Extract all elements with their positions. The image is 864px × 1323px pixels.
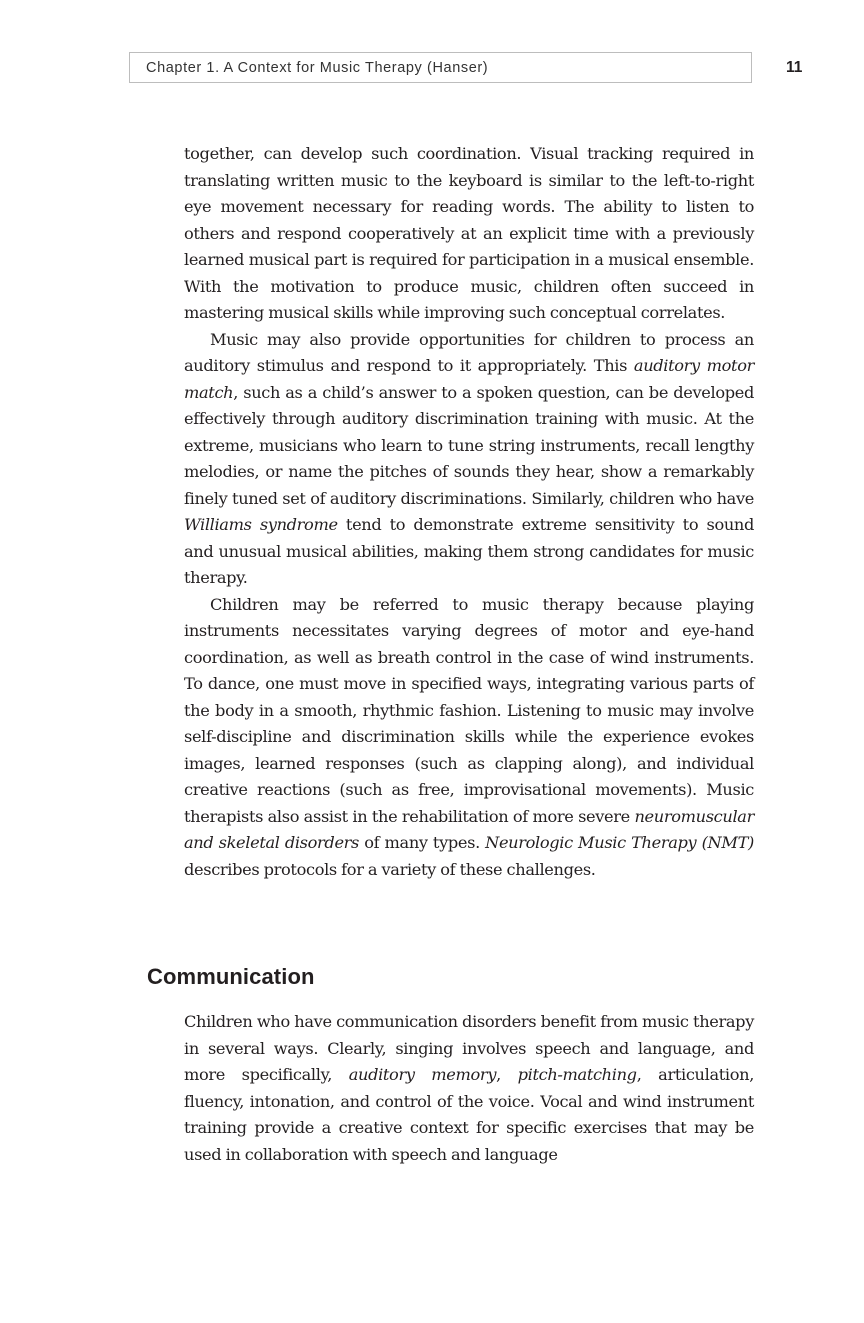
running-head	[129, 52, 752, 83]
paragraph-3-text-2: of many types.	[359, 833, 486, 852]
paragraph-4-text-3: , articulation, fluency, intonation, and control of the voice. Vocal and wind instrument training provide a creative context for specific exercises that may be used in collaboration with speech and language	[184, 1065, 754, 1164]
section-body-text	[184, 1009, 754, 1168]
paragraph-4	[184, 1009, 754, 1168]
paragraph-3-text-3: describes protocols for a variety of these challenges.	[184, 859, 596, 879]
paragraph-2-text-3: tend to demonstrate extreme sensitivity to sound and unusual musical abilities, making them strong candidates for music therapy.	[184, 515, 754, 587]
paragraph-2	[184, 327, 754, 592]
page-number: 11	[786, 59, 803, 76]
paragraph-3-text-1: Children may be referred to music therapy because playing instruments necessitates varying degrees of motor and eye-hand coordination, as well as breath control in the case of wind instruments. To dance, one must move in specified ways, integrating various parts of the body in a smooth, rhythmic fashion. Listening to music may involve self-discipline and discrimination skills while the experience evokes images, learned responses (such as clapping along), and individual creative reactions (such as free, improvisational movements). Music therapists also assist in the rehabilitation of more severe	[184, 594, 754, 826]
paragraph-4-text-2: ,	[496, 1065, 518, 1084]
italic-term-williams-syndrome: Williams syndrome	[184, 515, 338, 534]
section-heading: Communication	[147, 964, 315, 989]
paragraph-1-text: together, can develop such coordination. Visual tracking required in translating written music to the keyboard is similar to the left-to-right eye movement necessary for reading words. The ability to listen to others and respond cooperatively at an explicit time with a previously learned musical part is required for participation in a musical ensemble. With the motivation to produce music, children often succeed in mastering musical skills while improving such conceptual correlates.	[184, 144, 754, 322]
italic-term-neuromuscular-skeletal: neuromuscular and skeletal disorders	[184, 806, 754, 852]
paragraph-1	[184, 141, 754, 327]
italic-term-nmt: Neurologic Music Therapy (NMT)	[485, 833, 754, 852]
running-head-text: Chapter 1. A Context for Music Therapy (Hanser)	[146, 59, 489, 76]
paragraph-2-text-1: Music may also provide opportunities for children to process an auditory stimulus and respond to it appropriately. This	[184, 329, 754, 375]
paragraph-4-text-1: Children who have communication disorders benefit from music therapy in several ways. Clearly, singing involves speech and language, and more specifically,	[184, 1012, 754, 1084]
paragraph-2-text-2: , such as a child’s answer to a spoken question, can be developed effectively through auditory discrimination training with music. At the extreme, musicians who learn to tune string instruments, recall lengthy melodies, or name the pitches of sounds they hear, show a remarkably finely tuned set of auditory discriminations. Similarly, children who have	[184, 382, 754, 508]
italic-term-auditory-memory: auditory memory	[348, 1065, 497, 1084]
paragraph-3	[184, 592, 754, 884]
italic-term-pitch-matching: pitch-matching	[517, 1065, 637, 1084]
italic-term-auditory-motor-match: auditory motor match	[184, 356, 754, 402]
body-text	[184, 141, 754, 883]
